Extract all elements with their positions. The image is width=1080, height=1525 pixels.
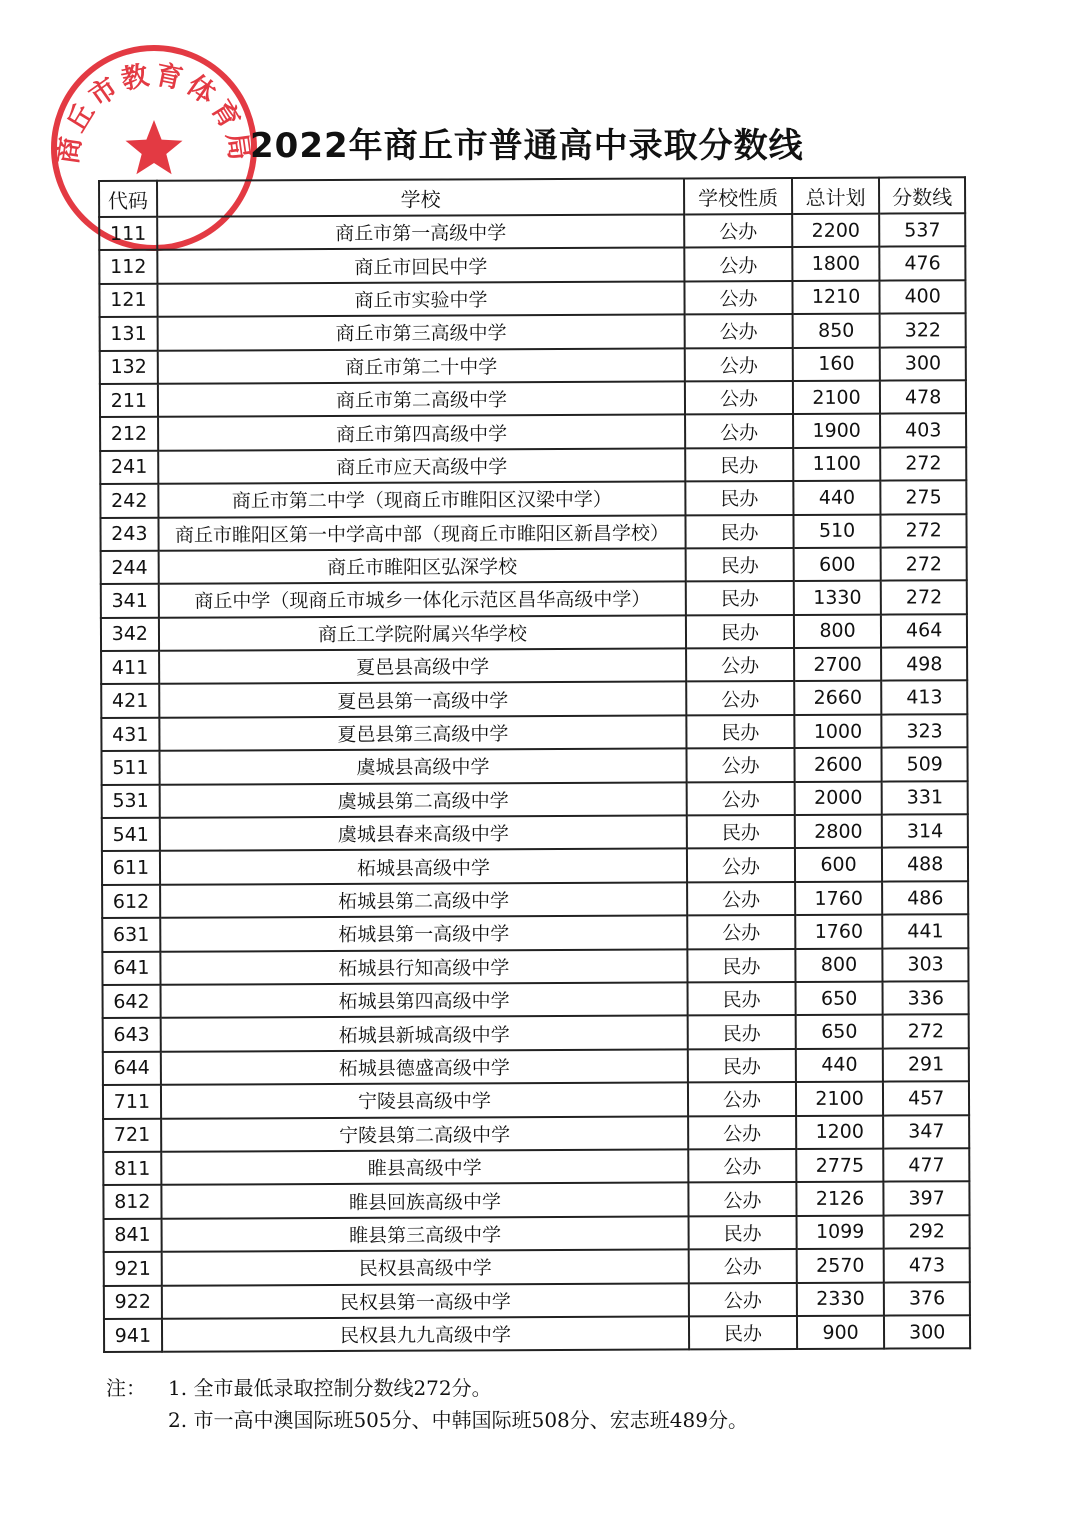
- cell-total-plan: 600: [793, 547, 881, 581]
- cell-score-line: 478: [880, 380, 966, 414]
- cell-total-plan: 2126: [796, 1182, 884, 1216]
- cell-school-name: 柘城县第二高级中学: [160, 882, 688, 918]
- cell-score-line: 477: [884, 1148, 970, 1182]
- cell-school-type: 公办: [685, 414, 793, 448]
- cell-total-plan: 2570: [796, 1249, 884, 1283]
- cell-school-name: 睢县高级中学: [161, 1149, 689, 1185]
- cell-school-type: 民办: [686, 514, 794, 548]
- cell-score-line: 272: [881, 547, 967, 581]
- table-row: [104, 1282, 970, 1319]
- cell-school-name: 虞城县高级中学: [159, 749, 687, 785]
- cell-school-type: 民办: [688, 949, 796, 983]
- cell-total-plan: 650: [795, 982, 883, 1016]
- cell-school-name: 民权县第一高级中学: [162, 1283, 690, 1319]
- cell-school-type: 公办: [687, 782, 795, 816]
- cell-school-type: 民办: [687, 815, 795, 849]
- cell-school-name: 民权县九九高级中学: [162, 1316, 690, 1352]
- notes-label: 注：: [106, 1376, 146, 1400]
- table-row: [100, 480, 966, 517]
- cell-score-line: 537: [880, 213, 966, 247]
- table-row: [103, 1048, 969, 1085]
- table-row: [101, 581, 967, 618]
- cell-school-type: 公办: [686, 681, 794, 715]
- cell-score-line: 331: [882, 781, 968, 815]
- cell-school-name: 柘城县新城高级中学: [160, 1016, 688, 1052]
- cell-code: 541: [102, 818, 160, 852]
- table-row: [104, 1215, 970, 1252]
- cell-score-line: 300: [880, 347, 966, 381]
- table-row: [104, 1248, 970, 1285]
- cell-total-plan: 160: [793, 347, 881, 381]
- cell-school-name: 夏邑县第一高级中学: [159, 682, 687, 718]
- cell-school-name: 虞城县第二高级中学: [159, 782, 687, 818]
- cell-code: 131: [100, 317, 158, 351]
- cell-school-type: 公办: [689, 1249, 797, 1283]
- cell-school-name: 商丘市实验中学: [157, 281, 685, 317]
- cell-school-name: 商丘中学（现商丘市城乡一体化示范区昌华高级中学）: [158, 582, 686, 618]
- cell-school-type: 民办: [689, 1216, 797, 1250]
- cell-school-name: 宁陵县第二高级中学: [161, 1116, 689, 1152]
- header-code: 代码: [99, 181, 157, 217]
- header-score-line: 分数线: [879, 177, 965, 213]
- cell-total-plan: 2200: [792, 214, 880, 248]
- cell-school-type: 公办: [687, 848, 795, 882]
- cell-code: 132: [100, 350, 158, 384]
- cell-code: 812: [103, 1185, 161, 1219]
- cell-school-name: 商丘市第三高级中学: [157, 315, 685, 351]
- cell-score-line: 376: [884, 1282, 970, 1316]
- cell-total-plan: 650: [795, 1015, 883, 1049]
- cell-code: 241: [100, 450, 158, 484]
- cell-score-line: 323: [882, 714, 968, 748]
- cell-total-plan: 1760: [795, 915, 883, 949]
- cell-school-type: 公办: [684, 214, 792, 248]
- cell-school-type: 民办: [685, 448, 793, 482]
- cell-school-name: 宁陵县高级中学: [161, 1083, 689, 1119]
- cell-school-type: 公办: [688, 1082, 796, 1116]
- cell-score-line: 464: [881, 614, 967, 648]
- cell-school-type: 民办: [686, 615, 794, 649]
- cell-code: 431: [101, 718, 159, 752]
- cell-code: 631: [102, 918, 160, 952]
- cell-school-name: 民权县高级中学: [161, 1250, 689, 1286]
- cell-score-line: 400: [880, 280, 966, 314]
- cell-total-plan: 2000: [794, 781, 882, 815]
- cell-total-plan: 800: [795, 948, 883, 982]
- cell-code: 242: [100, 484, 158, 518]
- table-row: [101, 681, 967, 718]
- cell-code: 921: [104, 1252, 162, 1286]
- table-row: [101, 714, 967, 751]
- cell-school-name: 商丘市第一高级中学: [157, 214, 685, 250]
- cell-total-plan: 440: [793, 481, 881, 515]
- cell-code: 511: [101, 751, 159, 785]
- cell-score-line: 441: [883, 914, 969, 948]
- header-total-plan: 总计划: [792, 178, 880, 214]
- cell-code: 341: [101, 584, 159, 618]
- table-row: [102, 948, 968, 985]
- table-row: [99, 280, 965, 317]
- cell-score-line: 397: [884, 1182, 970, 1216]
- table-row: [100, 313, 966, 350]
- table-row: [104, 1315, 970, 1352]
- cell-total-plan: 1900: [793, 414, 881, 448]
- cell-score-line: 291: [883, 1048, 969, 1082]
- cell-total-plan: 1200: [796, 1115, 884, 1149]
- cell-total-plan: 2600: [794, 748, 882, 782]
- cell-school-name: 商丘市回民中学: [157, 248, 685, 284]
- cell-score-line: 509: [882, 747, 968, 781]
- cell-school-type: 公办: [688, 1116, 796, 1150]
- cell-total-plan: 600: [795, 848, 883, 882]
- table-row: [103, 981, 969, 1018]
- cell-school-type: 民办: [686, 481, 794, 515]
- cell-school-type: 民办: [687, 715, 795, 749]
- cell-total-plan: 2775: [796, 1149, 884, 1183]
- note-item: 1. 全市最低录取控制分数线272分。: [168, 1376, 492, 1400]
- cell-code: 611: [102, 851, 160, 885]
- cell-school-type: 公办: [685, 281, 793, 315]
- table-body: [99, 213, 970, 1352]
- cell-school-name: 商丘市应天高级中学: [158, 448, 686, 484]
- cell-total-plan: 2800: [795, 815, 883, 849]
- cell-score-line: 476: [880, 247, 966, 281]
- table-row: [103, 1148, 969, 1185]
- cell-score-line: 272: [881, 447, 967, 481]
- cell-code: 112: [99, 250, 157, 284]
- cell-school-type: 民办: [686, 581, 794, 615]
- cell-school-type: 民办: [688, 1015, 796, 1049]
- cell-code: 411: [101, 651, 159, 685]
- cell-score-line: 336: [883, 981, 969, 1015]
- cell-total-plan: 1100: [793, 447, 881, 481]
- table-row: [102, 914, 968, 951]
- table-row: [103, 1081, 969, 1118]
- cell-school-name: 商丘市睢阳区第一中学高中部（现商丘市睢阳区新昌学校）: [158, 515, 686, 551]
- cell-score-line: 322: [880, 313, 966, 347]
- cell-code: 212: [100, 417, 158, 451]
- cell-code: 643: [103, 1018, 161, 1052]
- table-row: [100, 347, 966, 384]
- cell-score-line: 275: [881, 480, 967, 514]
- table-row: [102, 848, 968, 885]
- cell-score-line: 347: [883, 1115, 969, 1149]
- cell-total-plan: 2700: [794, 648, 882, 682]
- cell-code: 941: [104, 1319, 162, 1353]
- cell-total-plan: 2330: [797, 1282, 885, 1316]
- cell-school-type: 民办: [689, 1316, 797, 1350]
- cell-score-line: 403: [880, 414, 966, 448]
- cell-school-name: 夏邑县第三高级中学: [159, 715, 687, 751]
- cell-score-line: 473: [884, 1248, 970, 1282]
- cell-school-name: 睢县回族高级中学: [161, 1183, 689, 1219]
- table-row: [100, 380, 966, 417]
- cell-score-line: 314: [882, 814, 968, 848]
- cell-school-name: 商丘市第二十中学: [157, 348, 685, 384]
- cell-total-plan: 900: [797, 1315, 885, 1349]
- cell-code: 243: [100, 517, 158, 551]
- cell-school-type: 公办: [685, 247, 793, 281]
- cell-school-type: 公办: [687, 748, 795, 782]
- admission-score-table: [98, 176, 971, 1353]
- cell-school-type: 公办: [686, 648, 794, 682]
- cell-school-type: 公办: [685, 381, 793, 415]
- cell-total-plan: 1210: [792, 280, 880, 314]
- cell-total-plan: 1000: [794, 714, 882, 748]
- cell-total-plan: 510: [793, 514, 881, 548]
- cell-school-name: 柘城县高级中学: [160, 849, 688, 885]
- cell-school-type: 公办: [689, 1182, 797, 1216]
- table-row: [99, 213, 965, 250]
- cell-total-plan: 1330: [794, 581, 882, 615]
- cell-total-plan: 2660: [794, 681, 882, 715]
- cell-score-line: 272: [881, 581, 967, 615]
- cell-code: 531: [102, 784, 160, 818]
- table-row: [100, 447, 966, 484]
- cell-school-name: 虞城县春来高级中学: [160, 815, 688, 851]
- cell-total-plan: 1760: [795, 881, 883, 915]
- header-school-type: 学校性质: [684, 178, 792, 214]
- cell-school-name: 睢县第三高级中学: [161, 1216, 689, 1252]
- cell-school-type: 公办: [687, 882, 795, 916]
- cell-score-line: 303: [883, 948, 969, 982]
- table-row: [101, 614, 967, 651]
- cell-school-type: 公办: [685, 348, 793, 382]
- cell-school-name: 商丘市睢阳区弘深学校: [158, 548, 686, 584]
- cell-code: 641: [102, 951, 160, 985]
- table-row: [103, 1015, 969, 1052]
- cell-school-name: 商丘工学院附属兴华学校: [159, 615, 687, 651]
- cell-school-name: 商丘市第二高级中学: [158, 381, 686, 417]
- cell-total-plan: 440: [796, 1048, 884, 1082]
- cell-school-name: 商丘市第四高级中学: [158, 415, 686, 451]
- table-row: [101, 547, 967, 584]
- cell-total-plan: 2100: [796, 1082, 884, 1116]
- cell-code: 644: [103, 1052, 161, 1086]
- cell-total-plan: 1800: [792, 247, 880, 281]
- table-row: [103, 1182, 969, 1219]
- table-row: [100, 514, 966, 551]
- cell-code: 211: [100, 384, 158, 418]
- cell-school-type: 公办: [687, 915, 795, 949]
- cell-total-plan: 2100: [793, 381, 881, 415]
- cell-score-line: 488: [882, 848, 968, 882]
- table-row: [99, 247, 965, 284]
- cell-score-line: 498: [881, 647, 967, 681]
- note-item: 2. 市一高中澳国际班505分、中韩国际班508分、宏志班489分。: [168, 1408, 748, 1432]
- cell-code: 121: [99, 284, 157, 318]
- cell-score-line: 292: [884, 1215, 970, 1249]
- cell-score-line: 486: [882, 881, 968, 915]
- table-row: [102, 881, 968, 918]
- cell-code: 421: [101, 684, 159, 718]
- cell-school-type: 公办: [689, 1282, 797, 1316]
- table-row: [100, 414, 966, 451]
- cell-total-plan: 1099: [796, 1215, 884, 1249]
- cell-school-type: 民办: [688, 1049, 796, 1083]
- table-row: [102, 781, 968, 818]
- star-icon: [126, 120, 183, 174]
- cell-code: 111: [99, 217, 157, 251]
- cell-code: 642: [103, 985, 161, 1019]
- cell-score-line: 457: [883, 1081, 969, 1115]
- table-row: [101, 747, 967, 784]
- cell-score-line: 413: [882, 681, 968, 715]
- cell-school-type: 民办: [688, 982, 796, 1016]
- cell-school-name: 商丘市第二中学（现商丘市睢阳区汉梁中学）: [158, 482, 686, 518]
- cell-code: 244: [101, 551, 159, 585]
- header-school: 学校: [157, 178, 685, 216]
- cell-score-line: 300: [884, 1315, 970, 1349]
- cell-school-name: 夏邑县高级中学: [159, 649, 687, 685]
- cell-code: 841: [104, 1218, 162, 1252]
- notes: [106, 1372, 1006, 1436]
- table-header-row: [99, 177, 965, 217]
- cell-school-type: 公办: [685, 314, 793, 348]
- cell-score-line: 272: [883, 1015, 969, 1049]
- cell-school-name: 柘城县行知高级中学: [160, 949, 688, 985]
- page-title: 2022年商丘市普通高中录取分数线: [250, 126, 804, 166]
- cell-total-plan: 800: [794, 614, 882, 648]
- cell-code: 612: [102, 885, 160, 919]
- table-row: [102, 814, 968, 851]
- cell-code: 342: [101, 617, 159, 651]
- cell-school-name: 柘城县第一高级中学: [160, 916, 688, 952]
- cell-code: 711: [103, 1085, 161, 1119]
- cell-score-line: 272: [881, 514, 967, 548]
- cell-school-type: 公办: [688, 1149, 796, 1183]
- cell-code: 922: [104, 1285, 162, 1319]
- table-row: [101, 647, 967, 684]
- cell-school-type: 民办: [686, 548, 794, 582]
- cell-code: 721: [103, 1118, 161, 1152]
- cell-total-plan: 850: [792, 314, 880, 348]
- cell-school-name: 柘城县德盛高级中学: [161, 1049, 689, 1085]
- table-row: [103, 1115, 969, 1152]
- cell-code: 811: [103, 1152, 161, 1186]
- cell-school-name: 柘城县第四高级中学: [160, 982, 688, 1018]
- seal-text: 商丘市教育体育局: [52, 59, 256, 167]
